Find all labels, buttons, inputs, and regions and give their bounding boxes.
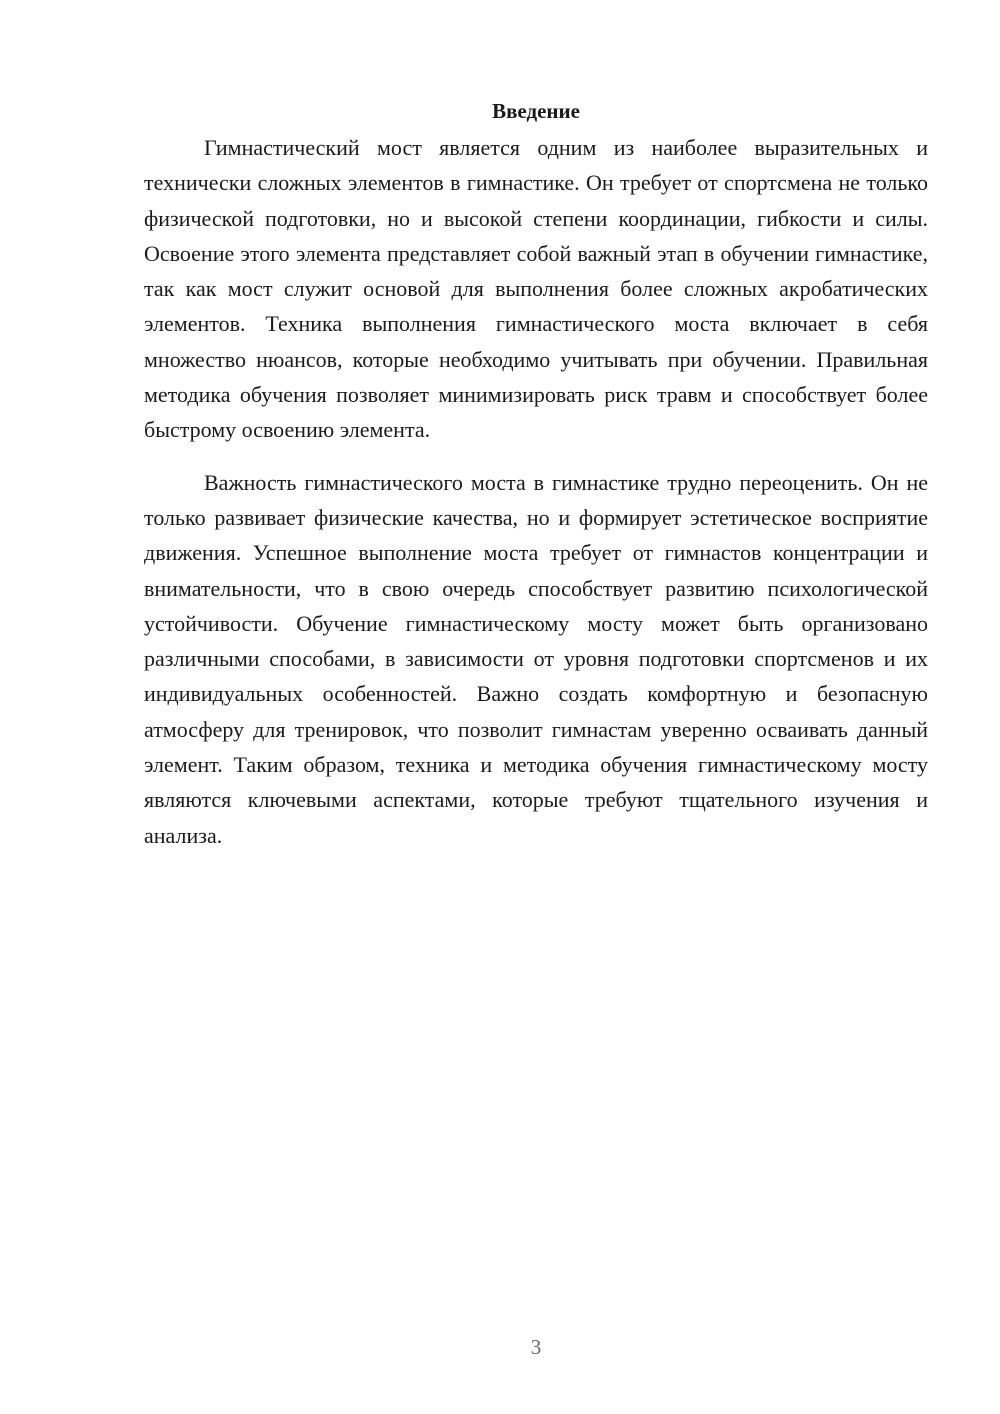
paragraph-intro: Гимнастический мост является одним из наиболее выразительных и технически сложных элементов в гимнастике. Он требует от спортсмена не только физической подготовки, но и высокой степени координации, гибкости и силы. Освоение этого элемента представляет собой важный этап в обучении гимнастике, так как мост служит основой для выполнения более сложных акробатических элементов. Техника выполнения гимнастического моста включает в себя множество нюансов, которые необходимо учитывать при обучении. Правильная методика обучения позволяет минимизировать риск травм и способствует более быстрому освоению элемента. bbox=[144, 135, 928, 443]
page-content bbox=[144, 96, 928, 853]
page-number: 3 bbox=[530, 1335, 542, 1359]
section-heading: Введение bbox=[492, 99, 580, 123]
paragraph-importance: Важность гимнастического моста в гимнастике трудно переоценить. Он не только развивает физические качества, но и формирует эстетическое восприятие движения. Успешное выполнение моста требует от гимнастов концентрации и внимательности, что в свою очередь способствует развитию психологической устойчивости. Обучение гимнастическому мосту может быть организовано различными способами, в зависимости от уровня подготовки спортсменов и их индивидуальных особенностей. Важно создать комфортную и безопасную атмосферу для тренировок, что позволит гимнастам уверенно осваивать данный элемент. Таким образом, техника и методика обучения гимнастическому мосту являются ключевыми аспектами, которые требуют тщательного изучения и анализа. bbox=[144, 469, 928, 848]
